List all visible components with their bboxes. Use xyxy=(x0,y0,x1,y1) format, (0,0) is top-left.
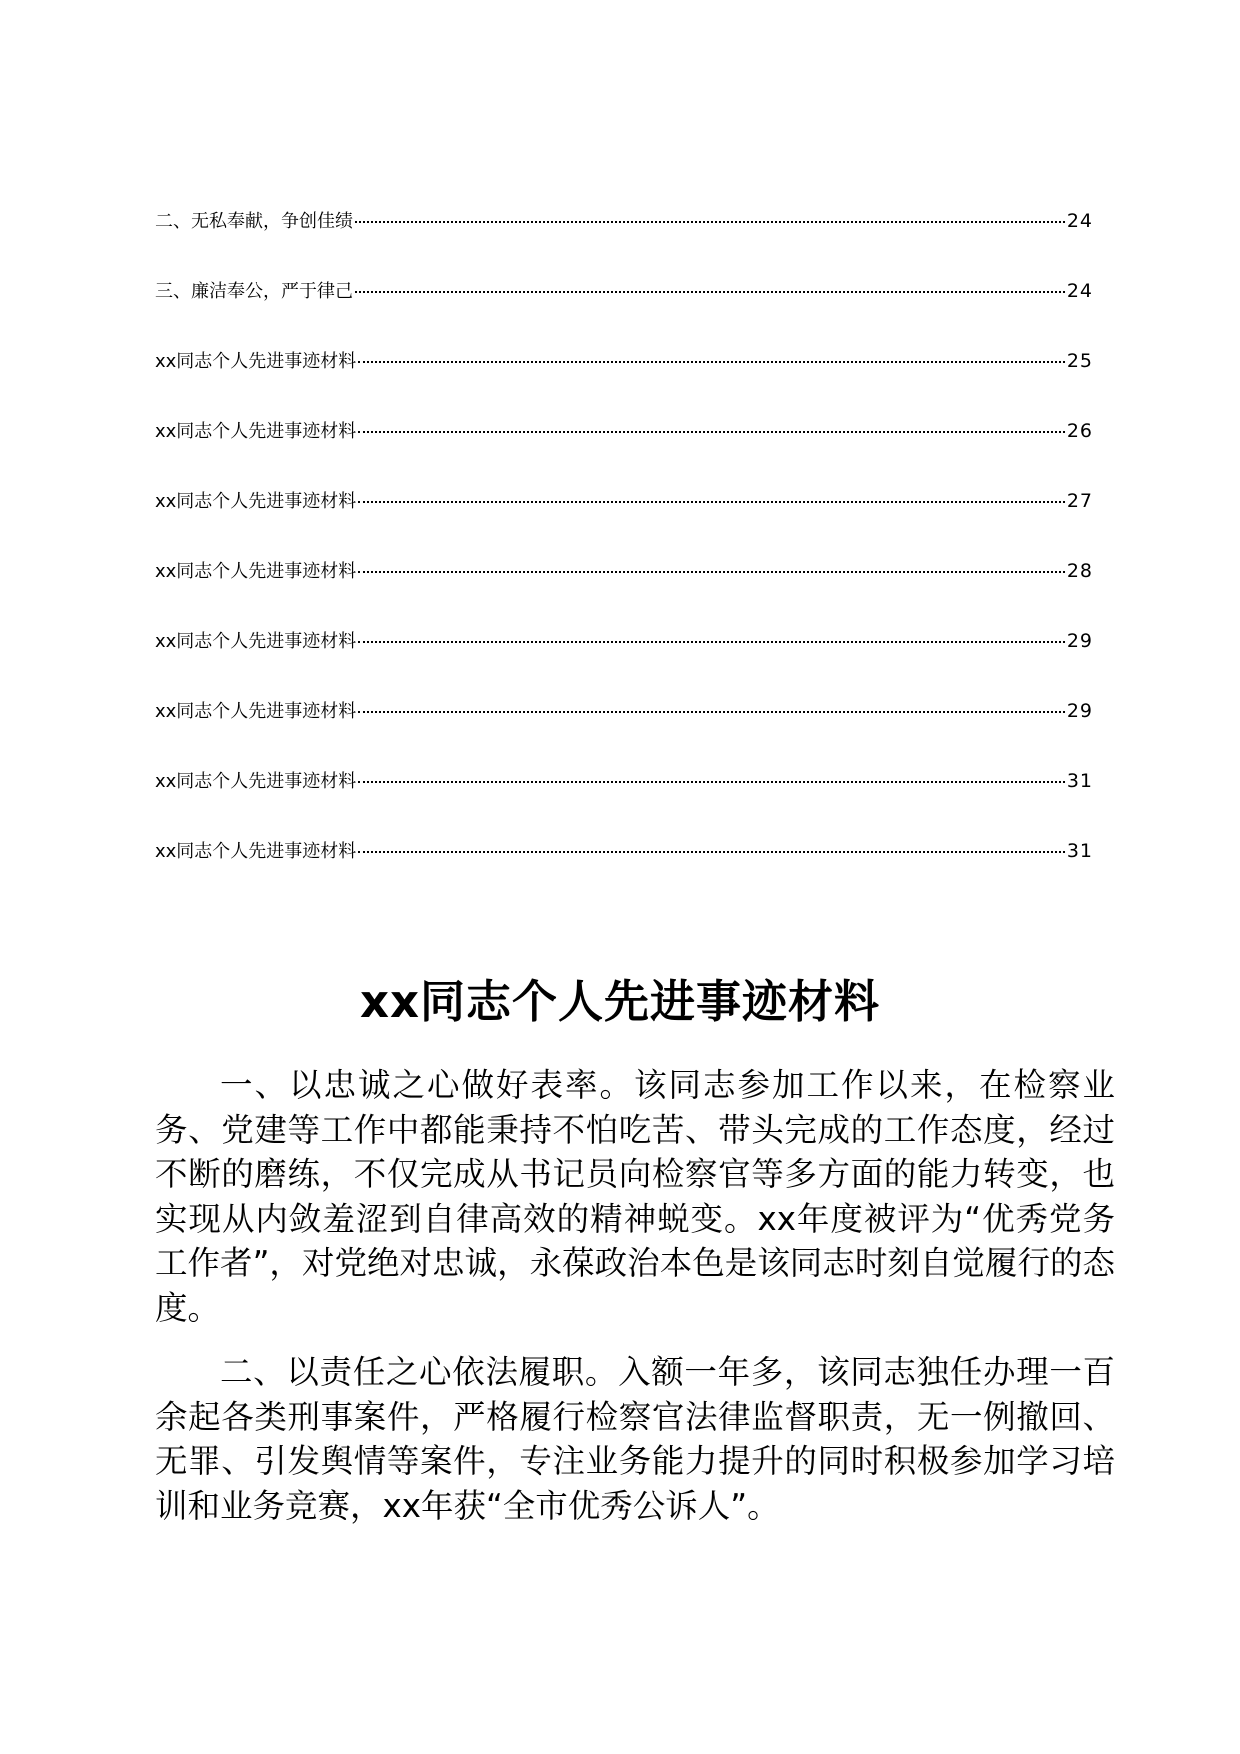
toc-entry-page: 24 xyxy=(1066,210,1093,232)
toc-entry[interactable] xyxy=(155,555,1093,625)
toc-entry-title: 三、廉洁奉公，严于律己 xyxy=(155,281,353,302)
toc-entry-title: xx同志个人先进事迹材料 xyxy=(155,491,357,512)
toc-entry-page: 29 xyxy=(1066,630,1093,652)
toc-entry-title: xx同志个人先进事迹材料 xyxy=(155,771,357,792)
toc-dot-leader xyxy=(358,851,1065,853)
toc-entry-page: 25 xyxy=(1066,350,1093,372)
toc-entry-title: xx同志个人先进事迹材料 xyxy=(155,841,357,862)
toc-entry[interactable] xyxy=(155,835,1093,905)
toc-entry-title: xx同志个人先进事迹材料 xyxy=(155,561,357,582)
body-paragraph: 一、以忠诚之心做好表率。该同志参加工作以来，在检察业务、党建等工作中都能秉持不怕吃苦、带头完成的工作态度，经过不断的磨练，不仅完成从书记员向检察官等多方面的能力转变，也实现从内敛羞涩到自律高效的精神蜕变。xx年度被评为“优秀党务工作者”，对党绝对忠诚，永葆政治本色是该同志时刻自觉履行的态度。 xyxy=(155,1066,1115,1327)
toc-entry-title: xx同志个人先进事迹材料 xyxy=(155,701,357,722)
toc-entry-page: 26 xyxy=(1066,420,1093,442)
toc-dot-leader xyxy=(358,781,1065,783)
toc-entry-page: 28 xyxy=(1066,560,1093,582)
toc-entry[interactable] xyxy=(155,695,1093,765)
toc-dot-leader xyxy=(355,221,1065,223)
toc-entry-page: 27 xyxy=(1066,490,1093,512)
document-title: xx同志个人先进事迹材料 xyxy=(359,975,881,1029)
toc-dot-leader xyxy=(358,361,1065,363)
toc-entry-title: xx同志个人先进事迹材料 xyxy=(155,351,357,372)
toc-entry-title: xx同志个人先进事迹材料 xyxy=(155,421,357,442)
toc-entry-page: 29 xyxy=(1066,700,1093,722)
toc-entry[interactable] xyxy=(155,485,1093,555)
toc-entry-page: 31 xyxy=(1066,770,1093,792)
toc-dot-leader xyxy=(358,711,1065,713)
document-body xyxy=(155,1063,1115,1548)
toc-entry[interactable] xyxy=(155,625,1093,695)
toc-entry[interactable] xyxy=(155,275,1093,345)
body-paragraph: 二、以责任之心依法履职。入额一年多，该同志独任办理一百余起各类刑事案件，严格履行检察官法律监督职责，无一例撤回、无罪、引发舆情等案件，专注业务能力提升的同时积极参加学习培训和业务竞赛，xx年获“全市优秀公诉人”。 xyxy=(155,1353,1115,1525)
toc-entry[interactable] xyxy=(155,415,1093,485)
toc-dot-leader xyxy=(355,291,1065,293)
toc-dot-leader xyxy=(358,571,1065,573)
toc-entry[interactable] xyxy=(155,345,1093,415)
toc-dot-leader xyxy=(358,641,1065,643)
toc-entry[interactable] xyxy=(155,205,1093,275)
toc-entry-title: xx同志个人先进事迹材料 xyxy=(155,631,357,652)
table-of-contents xyxy=(155,205,1093,905)
toc-dot-leader xyxy=(358,431,1065,433)
toc-dot-leader xyxy=(358,501,1065,503)
toc-entry-page: 31 xyxy=(1066,840,1093,862)
toc-entry-page: 24 xyxy=(1066,280,1093,302)
toc-entry-title: 二、无私奉献，争创佳绩 xyxy=(155,211,353,232)
toc-entry[interactable] xyxy=(155,765,1093,835)
